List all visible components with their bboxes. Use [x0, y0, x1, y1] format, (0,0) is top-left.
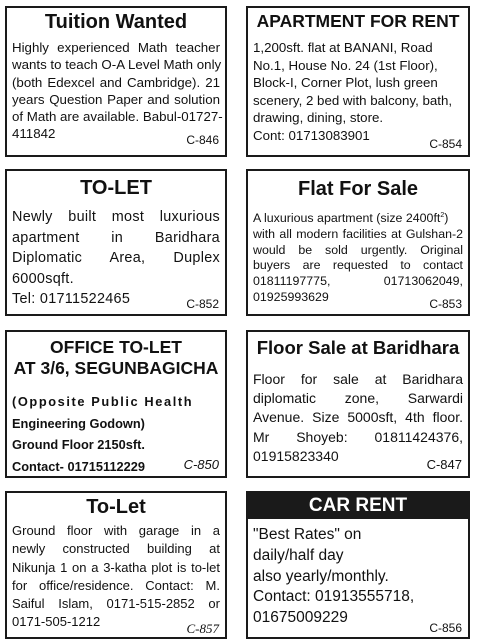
ad-to-let-nikunja [5, 491, 227, 639]
ad-code: C-854 [429, 137, 462, 151]
ad-code: C-853 [429, 297, 462, 311]
ad-line: with all modern facilities at Gulshan-2 [253, 226, 463, 241]
ad-title-banner: CAR RENT [248, 493, 468, 519]
ad-line: Diplomatic Area, Duplex [12, 250, 220, 266]
ad-line: Contact- 01715112229 [12, 458, 146, 474]
ad-line: of Math are available. Babul-01727- [12, 109, 223, 125]
ad-body [12, 39, 223, 143]
ad-code: C-847 [426, 457, 462, 472]
ad-line: buyers are requested to contact [253, 258, 463, 273]
ad-line: diplomatic zone, Sarwardi [253, 390, 463, 407]
ad-line: Ground floor with garage in a [12, 523, 220, 538]
ad-line: newly constructed building at [12, 541, 220, 557]
ad-line: Avenue. Size 5000sft, 4th floor. [253, 409, 463, 426]
ad-to-let-baridhara [5, 169, 227, 316]
ad-line: 01925993629 [253, 289, 329, 304]
ad-title: Floor Sale at Baridhara [256, 337, 460, 358]
ad-line: Engineering Godown) [12, 415, 145, 431]
ad-line: No.1, House No. 24 (1st Floor), [253, 57, 438, 73]
ad-tuition-wanted [5, 6, 227, 157]
ad-line: Floor for sale at Baridhara [253, 371, 463, 387]
ad-body [253, 39, 463, 145]
ad-body [253, 525, 463, 629]
ad-line: 1,200sft. flat at BANANI, Road [253, 40, 433, 55]
ad-line: Cont: 01713083901 [253, 127, 370, 143]
ad-line: "Best Rates" on [253, 526, 362, 543]
ad-line: 411842 [12, 126, 56, 142]
ad-line: Contact: 01913555718, [253, 588, 415, 606]
ad-body [253, 211, 463, 306]
ad-code: C-856 [429, 621, 462, 635]
ad-code: C-857 [186, 621, 219, 636]
ad-code: C-846 [186, 133, 219, 147]
ad-line: 0171-505-1212 [12, 614, 101, 630]
ad-line: Ground Floor 2150sft. [12, 437, 145, 452]
ad-line: Mr Shoyeb: 01811424376, [253, 428, 463, 445]
ad-code: C-852 [186, 297, 219, 311]
ad-line: 01675009229 [253, 609, 348, 627]
ad-title: Flat For Sale [297, 178, 419, 200]
ad-title: To-Let [86, 496, 146, 518]
ad-body [253, 370, 463, 466]
ad-line: Tel: 01711522465 [12, 291, 131, 307]
ad-body [12, 207, 220, 310]
ad-title: Tuition Wanted [44, 11, 188, 33]
ad-line-text: A luxurious apartment (size 2400ft [253, 211, 441, 225]
ad-line: daily/half day [253, 546, 344, 564]
ad-floor-sale [246, 330, 470, 478]
ad-line: (Opposite Public Health [12, 394, 194, 409]
ad-line: Block-I, Corner Plot, lush green [253, 75, 438, 91]
ad-apartment-for-rent [246, 6, 470, 157]
ad-line [253, 211, 463, 227]
ad-line: also yearly/monthly. [253, 567, 389, 585]
ad-flat-for-sale [246, 169, 470, 316]
ad-line: apartment in Baridhara [12, 229, 220, 246]
size-suffix: ) [444, 211, 449, 225]
ad-car-rent [246, 491, 470, 639]
ad-title-line: OFFICE TO-LET [50, 337, 182, 357]
ad-body [12, 522, 220, 632]
ad-title-line: AT 3/6, SEGUNBAGICHA [13, 358, 219, 379]
ad-title: APARTMENT FOR RENT [256, 11, 460, 31]
ad-line: would be sold urgently. Original [253, 242, 463, 257]
ad-line: 6000sqft. [12, 270, 74, 287]
ad-line: Saiful Islam, 0171-515-2852 or [12, 596, 220, 612]
ad-code: C-850 [183, 457, 219, 472]
ad-line: for office/residence. Contact: M. [12, 577, 220, 593]
ad-line: 01915823340 [253, 447, 339, 464]
ad-line: drawing, dining, store. [253, 110, 384, 126]
ad-line: wants to teach O-A Level Math only [12, 57, 222, 73]
ad-line: years Question Paper and solution [12, 91, 220, 107]
ad-line: Highly experienced Math teacher [12, 40, 220, 55]
ad-line: scenery, 2 bed with balcony, bath, [253, 92, 453, 108]
superscript-two: 2 [440, 211, 445, 219]
ad-line: 01811197775, 01713062049, [253, 274, 463, 289]
ad-line: Nikunja 1 on a 3-katha plot is to-let [12, 559, 220, 575]
ad-office-to-let [5, 330, 227, 478]
ad-line: Newly built most luxurious [12, 209, 220, 225]
ad-title: TO-LET [80, 177, 152, 199]
ad-line: (both Edexcel and Cambridge). 21 [12, 74, 220, 90]
